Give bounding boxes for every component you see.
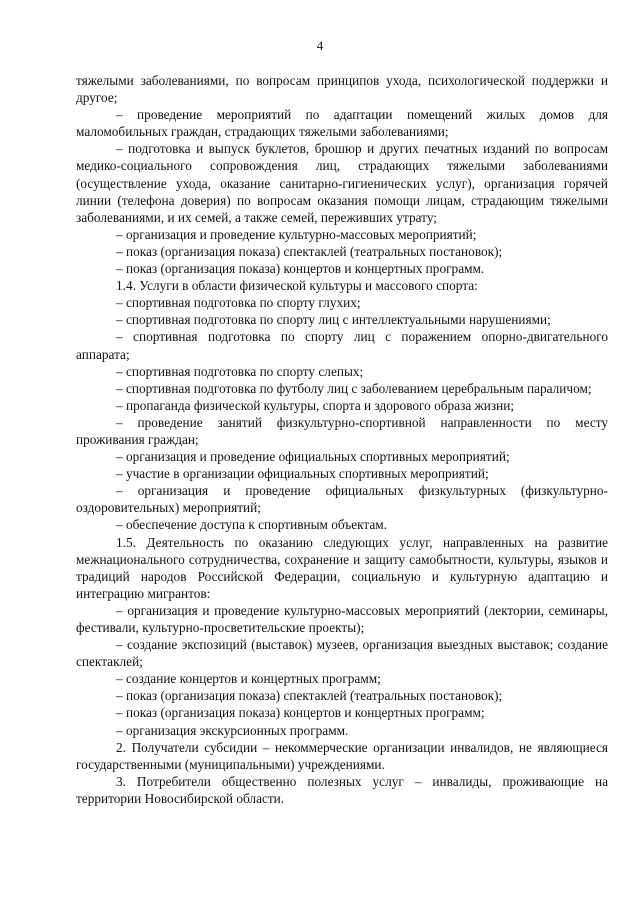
section-paragraph: 3. Потребители общественно полезных услуг – инвалиды, проживающие на территории Новосибирской области. xyxy=(76,773,608,806)
section-heading: 1.5. Деятельность по оказанию следующих услуг, направленных на развитие межнационального сотрудничества, сохранение и защиту самобытности, культуры, языков и традиций народов Российской Федерации, социальную и культурную адаптацию и интеграцию мигрантов: xyxy=(76,534,608,601)
list-item: – спортивная подготовка по спорту глухих; xyxy=(116,295,361,311)
document-body xyxy=(76,72,608,807)
list-item: – проведение мероприятий по адаптации помещений жилых домов для маломобильных граждан, страдающих тяжелыми заболеваниями; xyxy=(76,107,608,140)
list-item: – обеспечение доступа к спортивным объектам. xyxy=(116,517,388,533)
list-item: – показ (организация показа) спектаклей (театральных постановок); xyxy=(116,243,503,259)
section-paragraph: 2. Получатели субсидии – некоммерческие организации инвалидов, не являющиеся государственными (муниципальными) учреждениями. xyxy=(76,739,608,772)
list-item: – создание экспозиций (выставок) музеев, организация выездных выставок; создание спектаклей; xyxy=(76,637,608,670)
list-item: – участие в организации официальных спортивных мероприятий; xyxy=(116,466,489,482)
section-heading: 1.4. Услуги в области физической культуры и массового спорта: xyxy=(116,278,478,294)
list-item: – организация и проведение культурно-массовых мероприятий (лектории, семинары, фестивали, культурно-просветительские проекты); xyxy=(76,602,608,635)
list-item: – создание концертов и концертных программ; xyxy=(116,671,381,687)
list-item: – пропаганда физической культуры, спорта и здорового образа жизни; xyxy=(116,397,515,413)
list-item: – подготовка и выпуск буклетов, брошюр и других печатных изданий по вопросам медико-социального сопровождения лиц, страдающих тяжелыми заболеваниями (осуществление ухода, оказание санитарно-гигиенических услуг), организация горячей линии (телефона доверия) по вопросам оказания помощи лицам, страдающим тяжелыми заболеваниями, и их семей, а также семей, переживших утрату; xyxy=(76,141,608,225)
list-item: – показ (организация показа) концертов и концертных программ. xyxy=(116,261,485,277)
paragraph: тяжелыми заболеваниями, по вопросам принципов ухода, психологической поддержки и другое; xyxy=(76,73,608,106)
list-item: – показ (организация показа) спектаклей (театральных постановок); xyxy=(116,688,503,704)
list-item: – организация и проведение официальных физкультурных (физкультурно-оздоровительных) мероприятий; xyxy=(76,483,608,516)
list-item: – показ (организация показа) концертов и концертных программ; xyxy=(116,705,485,721)
list-item: – организация и проведение культурно-массовых мероприятий; xyxy=(116,226,477,242)
list-item: – спортивная подготовка по футболу лиц с заболеванием церебральным параличом; xyxy=(116,380,592,396)
list-item: – спортивная подготовка по спорту лиц с интеллектуальными нарушениями; xyxy=(116,312,551,328)
page-number: 4 xyxy=(316,38,324,53)
list-item: – спортивная подготовка по спорту лиц с поражением опорно-двигательного аппарата; xyxy=(76,329,608,362)
list-item: – проведение занятий физкультурно-спортивной направленности по месту проживания граждан; xyxy=(76,414,608,447)
list-item: – организация и проведение официальных спортивных мероприятий; xyxy=(116,449,510,465)
list-item: – организация экскурсионных программ. xyxy=(116,722,349,738)
list-item: – спортивная подготовка по спорту слепых; xyxy=(116,363,364,379)
